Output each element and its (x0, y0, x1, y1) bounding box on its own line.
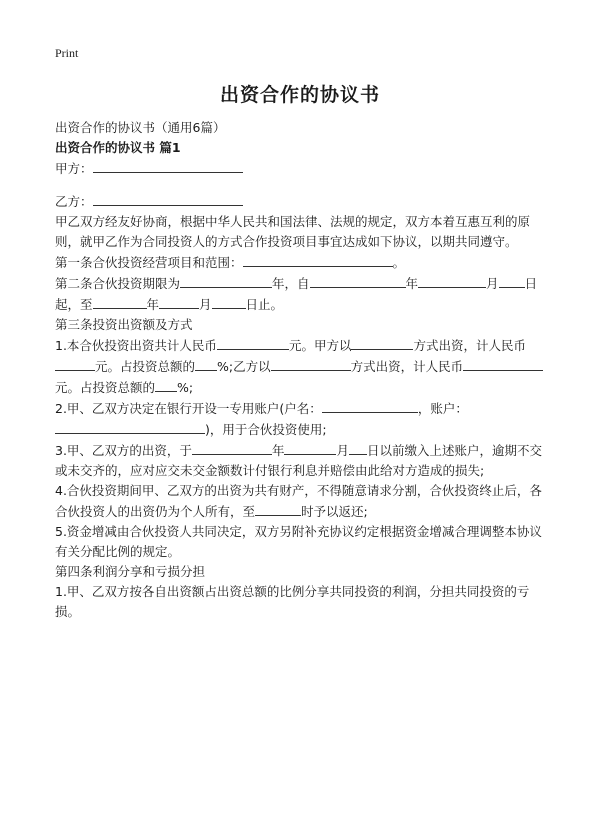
blank (192, 440, 272, 455)
article-2 (55, 273, 547, 315)
article-3-title: 第三条投资出资额及方式 (55, 317, 193, 332)
document-body (55, 118, 547, 622)
article-2-part: 年 (405, 276, 419, 291)
blank (55, 356, 95, 371)
clause-part: 1.本合伙投资出资共计人民币 (55, 338, 217, 353)
party-b-label: 乙方： (55, 194, 93, 209)
article-2-part: 月 (486, 276, 499, 291)
article-1-text: 第一条合伙投资经营项目和范围： (55, 255, 243, 270)
blank (155, 377, 177, 392)
article-2-part: 第二条合伙投资期限为 (55, 276, 181, 291)
article-2-part: 日止。 (245, 297, 284, 312)
party-a-blank (93, 158, 243, 173)
blank (180, 273, 272, 288)
clause-4-1: 1.甲、乙双方按各自出资额占出资总额的比例分享共同投资的利润，分担共同投资的亏损。 (55, 584, 530, 619)
blank (217, 335, 289, 350)
blank (55, 419, 205, 434)
blank (212, 294, 246, 309)
article-2-part: 年 (146, 297, 160, 312)
print-link[interactable]: Print (55, 46, 79, 60)
article-1-blank (243, 252, 393, 267)
clause-3-2 (55, 398, 547, 440)
blank (418, 273, 486, 288)
clause-part: 3.甲、乙双方的出资，于 (55, 443, 192, 458)
article-2-part: 日起，至 (55, 276, 538, 312)
blank (463, 356, 543, 371)
blank (195, 356, 217, 371)
clause-part: 时予以返还; (301, 504, 368, 519)
party-a-label: 甲方： (55, 161, 93, 176)
blank (310, 273, 406, 288)
article-1-end: 。 (392, 255, 406, 270)
section-title: 出资合作的协议书 篇1 (55, 140, 181, 155)
clause-part: 方式出资，计人民币 (413, 338, 526, 353)
blank (322, 398, 418, 413)
clause-part: ，账户： (417, 401, 468, 416)
blank (284, 440, 336, 455)
blank (159, 294, 199, 309)
party-b-field (55, 191, 547, 212)
blank (499, 273, 525, 288)
article-1 (55, 252, 547, 273)
clause-part: 月 (336, 443, 349, 458)
clause-part: 元。甲方以 (288, 338, 352, 353)
party-b-blank (93, 191, 243, 206)
clause-part: 2.甲、乙双方决定在银行开设一专用账户(户名： (55, 401, 322, 416)
clause-part: 日以前缴入上述账户，逾期不交或未交齐的，应对应交未交金额数计付银行利息并赔偿由此给对方造成的损失; (55, 443, 542, 478)
clause-3-4 (55, 481, 547, 522)
intro-paragraph: 甲乙双方经友好协商，根据中华人民共和国法律、法规的规定，双方本着互惠互利的原则，就甲乙作为合同投资人的方式合作投资项目事宜达成如下协议，以期共同遵守。 (55, 214, 531, 249)
page-title: 出资合作的协议书 (219, 84, 380, 106)
clause-part: 方式出资，计人民币 (350, 359, 464, 374)
clause-3-1 (55, 335, 547, 398)
clause-3-5: 5.资金增减由合伙投资人共同决定，双方另附补充协议约定根据资金增减合理调整本协议有关分配比例的规定。 (55, 524, 542, 559)
blank (349, 440, 367, 455)
clause-part: 年 (271, 443, 285, 458)
clause-part: %;乙方以 (217, 359, 271, 374)
clause-part: 元。占投资总额的 (95, 359, 196, 374)
clause-3-3 (55, 440, 547, 481)
clause-part: %; (177, 380, 194, 395)
document-subtitle: 出资合作的协议书（通用6篇） (55, 120, 226, 135)
blank (351, 335, 413, 350)
blank (271, 356, 351, 371)
article-2-part: 月 (199, 297, 212, 312)
blank (255, 501, 301, 516)
party-a-field (55, 158, 547, 179)
clause-part: 4.合伙投资期间甲、乙双方的出资为共有财产，不得随意请求分割，合伙投资终止后，各合伙投资人的出资仍为个人所有，至 (55, 483, 542, 519)
blank (93, 294, 147, 309)
clause-part: )，用于合伙投资使用; (205, 422, 327, 437)
article-2-part: 年，自 (272, 276, 310, 291)
article-4-title: 第四条利润分享和亏损分担 (55, 564, 206, 579)
clause-part: 元。占投资总额的 (55, 380, 156, 395)
